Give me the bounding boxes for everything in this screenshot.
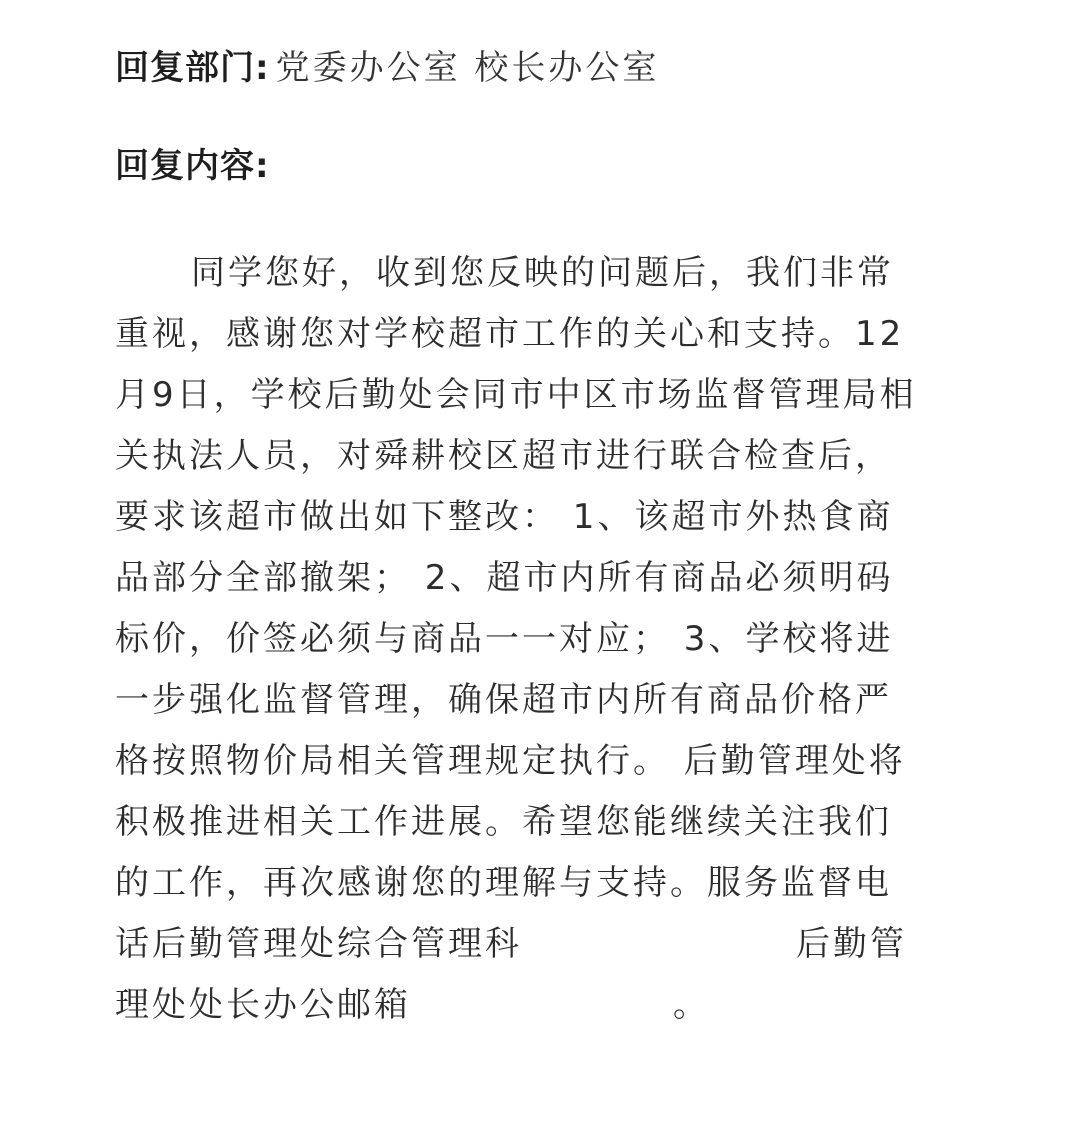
body-line: 积极推进相关工作进展。希望您能继续关注我们 xyxy=(115,802,892,842)
reply-content-row xyxy=(115,146,270,186)
reply-body xyxy=(115,248,1015,1041)
phone-label: 话后勤管理处综合管理科 xyxy=(115,924,522,964)
body-line: 标价，价签必须与商品一一对应； 3、学校将进 xyxy=(115,619,894,659)
body-line: 同学您好，收到您反映的问题后，我们非常 xyxy=(191,253,894,293)
body-line: 月9日，学校后勤处会同市中区市场监督管理局相 xyxy=(115,375,917,415)
body-line: 的工作，再次感谢您的理解与支持。服务监督电 xyxy=(115,863,892,903)
body-line: 一步强化监督管理，确保超市内所有商品价格严 xyxy=(115,680,892,720)
phone-trailing-text: 后勤管 xyxy=(796,924,907,964)
redacted-email-address xyxy=(411,990,673,1024)
reply-department-label: 回复部门: xyxy=(115,48,270,88)
body-line: 格按照物价局相关管理规定执行。 后勤管理处将 xyxy=(115,741,906,781)
body-line-email xyxy=(115,980,1015,1041)
body-line-phone xyxy=(115,919,1015,980)
body-line: 品部分全部撤架； 2、超市内所有商品必须明码 xyxy=(115,558,894,598)
body-line: 重视，感谢您对学校超市工作的关心和支持。12 xyxy=(115,314,905,354)
redacted-phone-number xyxy=(522,929,796,963)
reply-department-row xyxy=(115,48,659,88)
reply-content-label: 回复内容: xyxy=(115,146,270,186)
email-label: 理处处长办公邮箱 xyxy=(115,985,411,1025)
body-line: 关执法人员，对舜耕校区超市进行联合检查后， xyxy=(115,436,892,476)
email-trailing-period: 。 xyxy=(673,985,707,1025)
body-line: 要求该超市做出如下整改： 1、该超市外热食商 xyxy=(115,497,894,537)
reply-department-value: 党委办公室 校长办公室 xyxy=(275,48,660,88)
